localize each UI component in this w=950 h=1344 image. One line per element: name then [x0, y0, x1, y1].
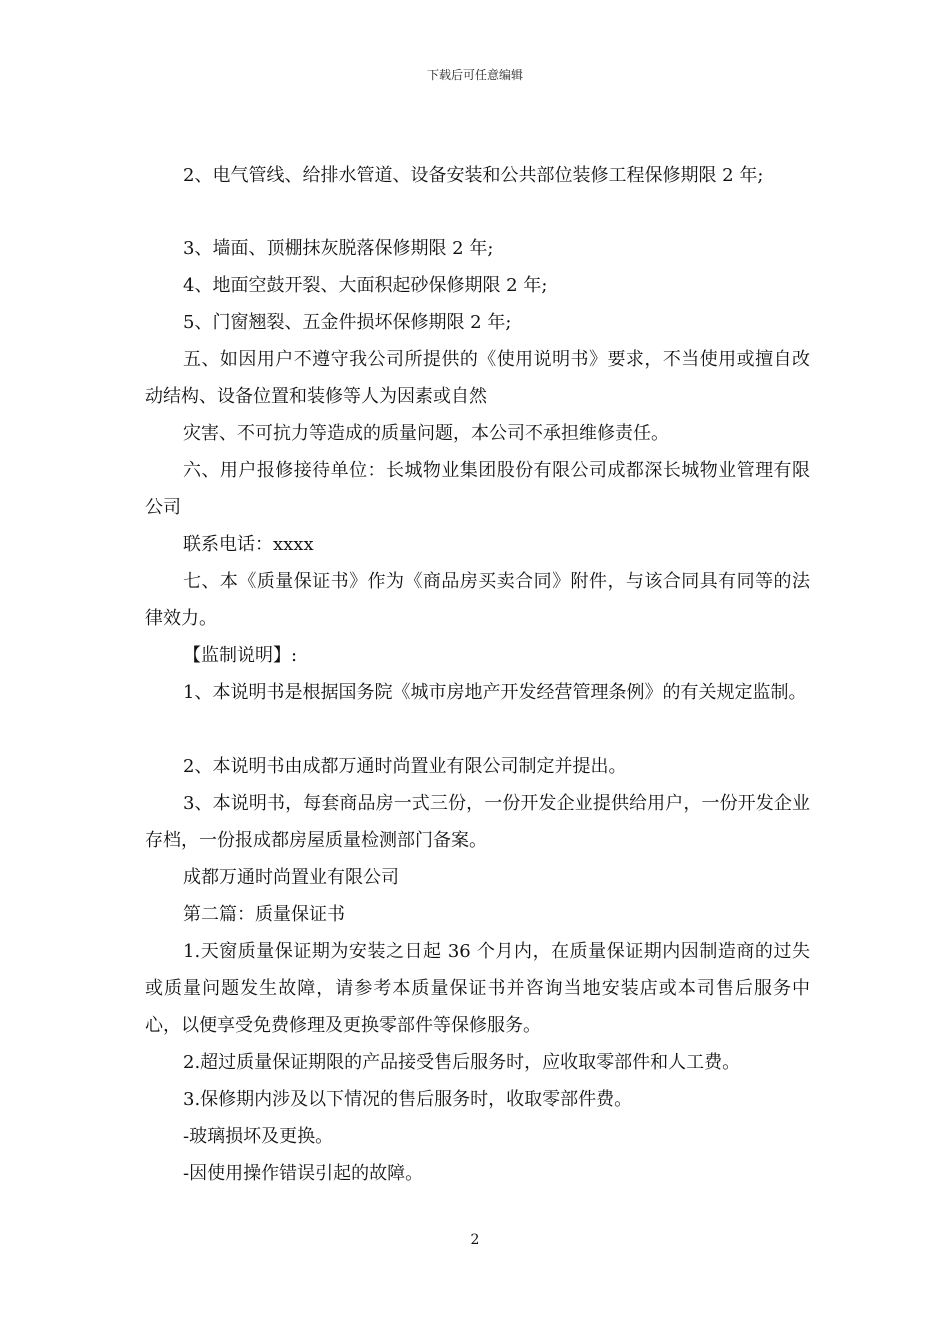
- paragraph-section-6: 六、用户报修接待单位：长城物业集团股份有限公司成都深长城物业管理有限公司: [145, 460, 810, 518]
- paragraph-warranty-item-5: 5、门窗翘裂、五金件损坏保修期限 2 年;: [183, 312, 512, 333]
- paragraph-section-7: 七、本《质量保证书》作为《商品房买卖合同》附件，与该合同具有同等的法律效力。: [145, 571, 810, 629]
- paragraph-supervision-1: 1、本说明书是根据国务院《城市房地产开发经营管理条例》的有关规定监制。: [183, 682, 807, 703]
- paragraph-part-two-title: 第二篇：质量保证书: [183, 904, 345, 925]
- page-number: 2: [470, 1232, 480, 1248]
- paragraph-company-name: 成都万通时尚置业有限公司: [183, 867, 399, 888]
- page-header: 下载后可任意编辑: [426, 68, 523, 82]
- paragraph-glass-damage: -玻璃损坏及更换。: [183, 1126, 334, 1147]
- paragraph-section-5-cont: 灾害、不可抗力等造成的质量问题，本公司不承担维修责任。: [183, 423, 669, 444]
- paragraph-operation-error: -因使用操作错误引起的故障。: [183, 1163, 424, 1184]
- paragraph-skylight-warranty-1: 1.天窗质量保证期为安装之日起 36 个月内，在质量保证期内因制造商的过失或质量问题发生故障，请参考本质量保证书并咨询当地安装店或本司售后服务中心，以便享受免费修理及更换零部件等保修服务。: [145, 941, 810, 1036]
- paragraph-supervision-2: 2、本说明书由成都万通时尚置业有限公司制定并提出。: [183, 756, 627, 777]
- paragraph-skylight-warranty-2: 2.超过质量保证期限的产品接受售后服务时，应收取零部件和人工费。: [183, 1052, 741, 1073]
- paragraph-warranty-item-3: 3、墙面、顶棚抹灰脱落保修期限 2 年;: [183, 238, 494, 259]
- paragraph-contact-phone: 联系电话：xxxx: [183, 534, 314, 555]
- paragraph-supervision-3: 3、本说明书，每套商品房一式三份，一份开发企业提供给用户，一份开发企业存档，一份报成都房屋质量检测部门备案。: [145, 793, 810, 851]
- paragraph-warranty-item-2: 2、电气管线、给排水管道、设备安装和公共部位装修工程保修期限 2 年;: [183, 165, 764, 186]
- paragraph-supervision-title: 【监制说明】:: [183, 645, 298, 666]
- paragraph-section-5: 五、如因用户不遵守我公司所提供的《使用说明书》要求，不当使用或擅自改动结构、设备位置和装修等人为因素或自然: [145, 349, 810, 407]
- paragraph-skylight-warranty-3: 3.保修期内涉及以下情况的售后服务时，收取零部件费。: [183, 1089, 633, 1110]
- paragraph-warranty-item-4: 4、地面空鼓开裂、大面积起砂保修期限 2 年;: [183, 275, 548, 296]
